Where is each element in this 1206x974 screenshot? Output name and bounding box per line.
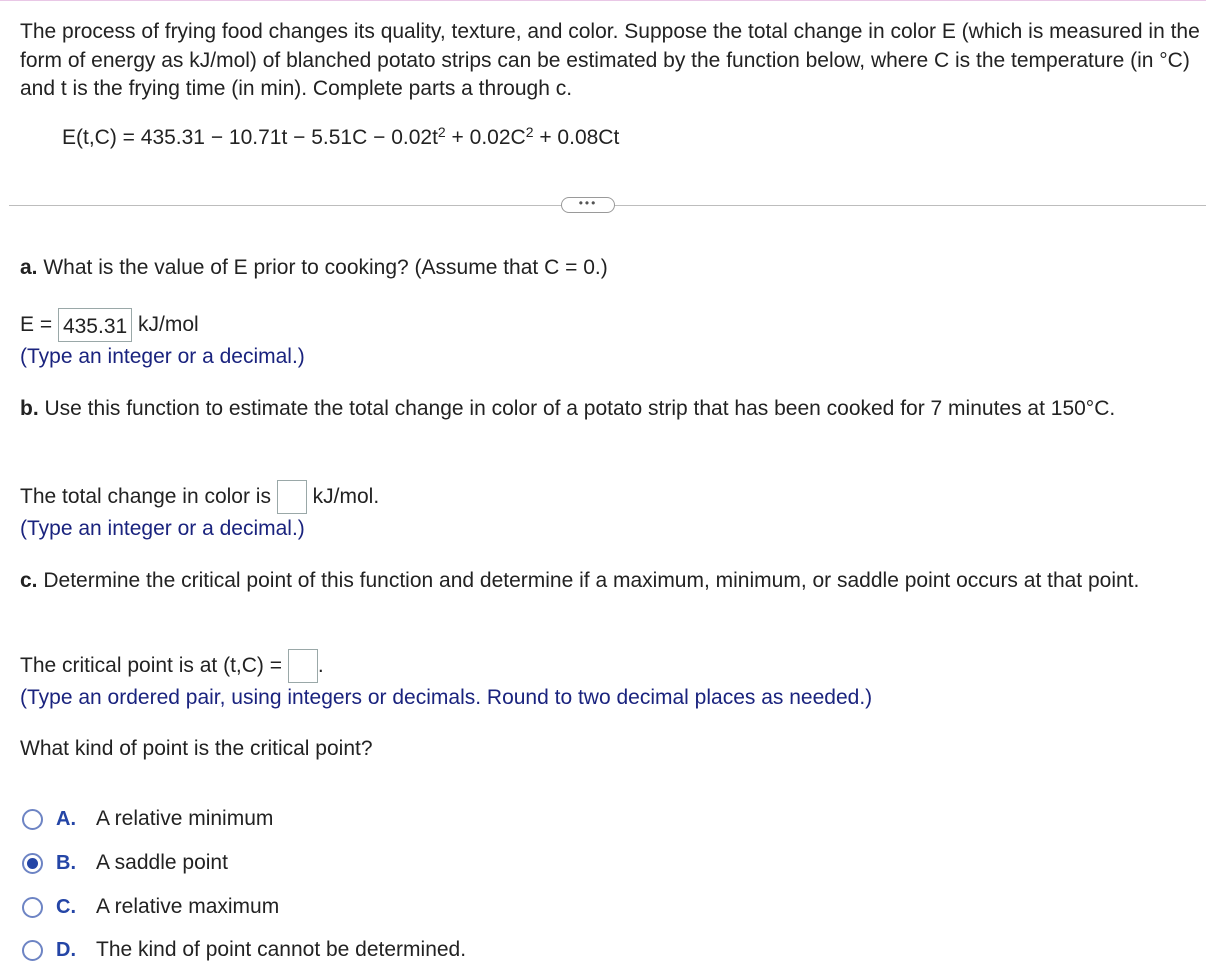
problem-intro: The process of frying food changes its quality, texture, and color. Suppose the total change in color E (which is measured in the form of energy as kJ/mol) of blanched potato strips can be estimated by the function below, where C is the temperature (in °C) and t is the frying time (in min). Complete parts a through c.: [20, 20, 1200, 100]
part-c-letter: c.: [20, 569, 38, 592]
part-a-unit: kJ/mol: [138, 313, 199, 336]
option-d[interactable]: [22, 935, 466, 965]
part-c-hint: (Type an ordered pair, using integers or decimals. Round to two decimal places as needed.): [20, 686, 873, 709]
part-a-answer-input[interactable]: 435.31: [58, 308, 132, 342]
part-a-answer-row: [20, 307, 199, 343]
part-b-unit: kJ/mol.: [312, 485, 380, 508]
part-c-prefix: The critical point is at (t,C) =: [20, 654, 282, 677]
more-ellipsis-button[interactable]: •••: [561, 197, 615, 213]
part-a-hint: (Type an integer or a decimal.): [20, 345, 305, 368]
part-c-suffix: .: [317, 654, 324, 677]
part-c-text: Determine the critical point of this function and determine if a maximum, minimum, or saddle point occurs at that point.: [37, 569, 1140, 592]
option-d-label: The kind of point cannot be determined.: [96, 938, 467, 961]
option-a-letter: A.: [56, 807, 76, 830]
exponent-c: 2: [525, 124, 534, 140]
part-a-text: What is the value of E prior to cooking? (Assume that C = 0.): [37, 256, 608, 279]
part-c-answer-row: [20, 648, 324, 684]
option-b-letter: B.: [56, 851, 76, 874]
option-a-label: A relative minimum: [96, 807, 274, 830]
option-b[interactable]: [22, 848, 228, 878]
radio-button-selected[interactable]: [22, 853, 43, 874]
radio-button[interactable]: [22, 940, 43, 961]
equation-part-2: + 0.02C: [445, 126, 526, 149]
option-a[interactable]: [22, 804, 273, 834]
option-d-letter: D.: [56, 938, 76, 961]
part-b-answer-row: [20, 479, 379, 515]
option-c[interactable]: [22, 892, 279, 922]
equation: [62, 126, 619, 150]
part-b-prefix: The total change in color is: [20, 485, 271, 508]
part-b-question: [20, 395, 1200, 424]
part-a-question: [20, 256, 608, 280]
equation-part-3: + 0.08Ct: [533, 126, 620, 149]
part-b-hint: (Type an integer or a decimal.): [20, 517, 305, 540]
option-c-label: A relative maximum: [96, 895, 280, 918]
part-a-prefix: E =: [20, 313, 53, 336]
part-c-question: [20, 567, 1200, 596]
part-b-answer-input[interactable]: [277, 480, 307, 514]
option-b-label: A saddle point: [96, 851, 228, 874]
part-b-text: Use this function to estimate the total change in color of a potato strip that has been cooked for 7 minutes at 150°C.: [38, 397, 1116, 420]
exponent-t: 2: [437, 124, 446, 140]
option-c-letter: C.: [56, 895, 76, 918]
part-c-answer-input[interactable]: [288, 649, 318, 683]
part-b-letter: b.: [20, 397, 39, 420]
radio-button[interactable]: [22, 809, 43, 830]
equation-part-1: E(t,C) = 435.31 − 10.71t − 5.51C − 0.02t: [62, 126, 438, 149]
radio-button[interactable]: [22, 897, 43, 918]
part-c-kind-question: What kind of point is the critical point?: [20, 737, 373, 760]
part-a-letter: a.: [20, 256, 38, 279]
